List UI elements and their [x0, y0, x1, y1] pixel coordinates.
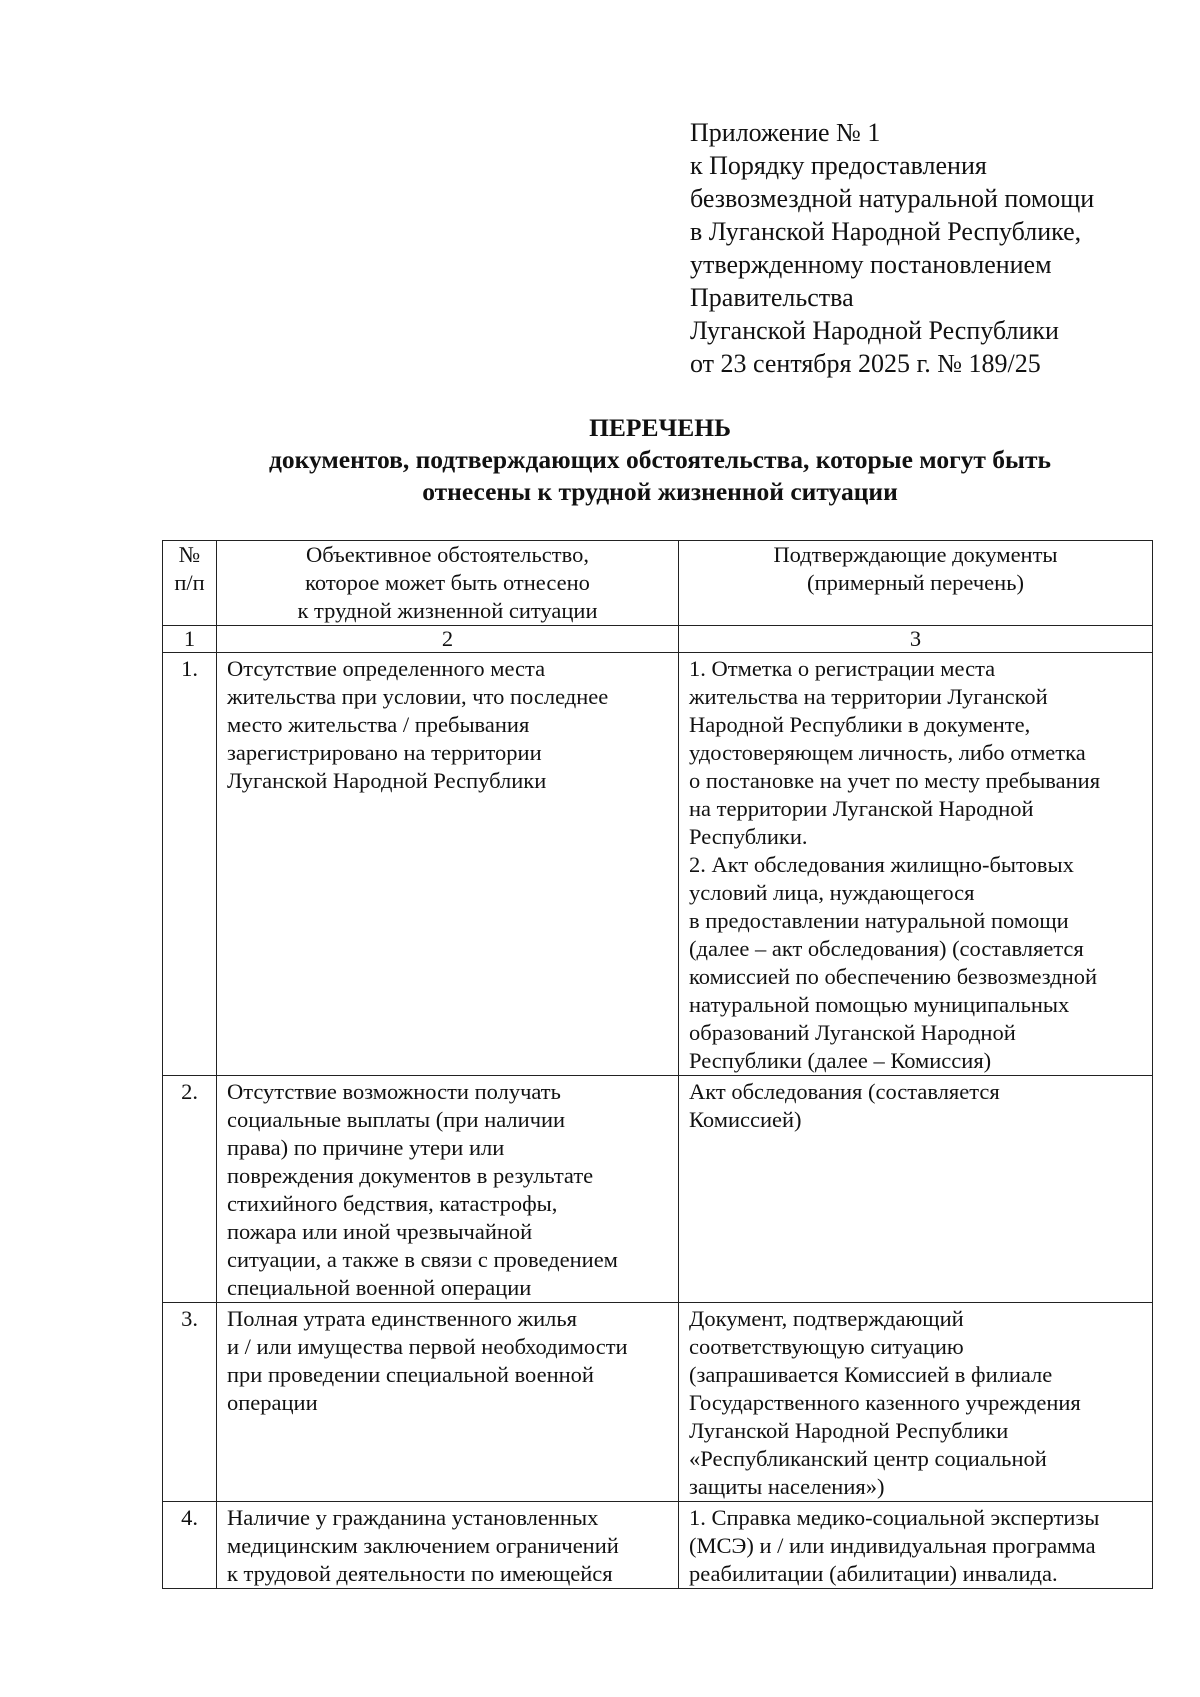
cell-line: ситуации, а также в связи с проведением — [227, 1247, 618, 1272]
header-circumstance — [217, 541, 679, 626]
circumstance-cell — [217, 653, 679, 1076]
cell-line: повреждения документов в результате — [227, 1163, 594, 1188]
cell-line: Полная утрата единственного жилья — [227, 1306, 577, 1331]
cell-line: специальной военной операции — [227, 1275, 532, 1300]
column-number: 3 — [679, 626, 1153, 653]
cell-line: 1. Отметка о регистрации места — [689, 656, 996, 681]
cell-line: (запрашивается Комиссией в филиале — [689, 1362, 1053, 1387]
title-subtitle-line: документов, подтверждающих обстоятельства, которые могут быть — [269, 445, 1051, 474]
cell-line: Комиссией) — [689, 1107, 802, 1132]
cell-line: и / или имущества первой необходимости — [227, 1334, 628, 1359]
cell-line: удостоверяющем личность, либо отметка — [689, 740, 1086, 765]
appendix-line: Луганской Народной Республики — [690, 316, 1059, 345]
document-title — [160, 412, 1160, 508]
cell-line: комиссией по обеспечению безвозмездной — [689, 964, 1098, 989]
cell-line: при проведении специальной военной — [227, 1362, 594, 1387]
cell-line: Отсутствие определенного места — [227, 656, 546, 681]
header-number — [163, 541, 217, 626]
cell-line: натуральной помощью муниципальных — [689, 992, 1070, 1017]
header-line: Подтверждающие документы — [773, 542, 1058, 567]
header-line: (примерный перечень) — [807, 570, 1024, 595]
appendix-line: утвержденному постановлением — [690, 250, 1052, 279]
appendix-line: Приложение № 1 — [690, 118, 881, 147]
cell-line: 1. Справка медико-социальной экспертизы — [689, 1505, 1100, 1530]
cell-line: образований Луганской Народной — [689, 1020, 1016, 1045]
cell-line: социальные выплаты (при наличии — [227, 1107, 566, 1132]
documents-cell — [679, 1303, 1153, 1502]
cell-line: условий лица, нуждающегося — [689, 880, 975, 905]
table-row — [163, 1502, 1153, 1589]
cell-line: (далее – акт обследования) (составляется — [689, 936, 1084, 961]
row-number: 1. — [163, 653, 217, 1076]
column-number: 1 — [163, 626, 217, 653]
cell-line: (МСЭ) и / или индивидуальная программа — [689, 1533, 1096, 1558]
cell-line: о постановке на учет по месту пребывания — [689, 768, 1101, 793]
cell-line: зарегистрировано на территории — [227, 740, 542, 765]
appendix-line: Правительства — [690, 283, 854, 312]
column-number: 2 — [217, 626, 679, 653]
table-header-row — [163, 541, 1153, 626]
cell-line: «Республиканский центр социальной — [689, 1446, 1047, 1471]
cell-line: соответствующую ситуацию — [689, 1334, 964, 1359]
cell-line: жительства на территории Луганской — [689, 684, 1048, 709]
title-heading: ПЕРЕЧЕНЬ — [589, 413, 731, 442]
appendix-line: безвозмездной натуральной помощи — [690, 184, 1095, 213]
documents-cell — [679, 653, 1153, 1076]
row-number: 2. — [163, 1076, 217, 1303]
cell-line: медицинским заключением ограничений — [227, 1533, 619, 1558]
cell-line: Государственного казенного учреждения — [689, 1390, 1081, 1415]
appendix-block — [690, 116, 1094, 380]
circumstance-cell — [217, 1076, 679, 1303]
cell-line: Акт обследования (составляется — [689, 1079, 1000, 1104]
cell-line: Народной Республики в документе, — [689, 712, 1031, 737]
cell-line: жительства при условии, что последнее — [227, 684, 609, 709]
table-row — [163, 1303, 1153, 1502]
cell-line: Луганской Народной Республики — [227, 768, 547, 793]
cell-line: Луганской Народной Республики — [689, 1418, 1009, 1443]
cell-line: Республики (далее – Комиссия) — [689, 1048, 992, 1073]
title-subtitle-line: отнесены к трудной жизненной ситуации — [422, 477, 898, 506]
column-number-row — [163, 626, 1153, 653]
row-number: 3. — [163, 1303, 217, 1502]
appendix-line: от 23 сентября 2025 г. № 189/25 — [690, 349, 1041, 378]
cell-line: пожара или иной чрезвычайной — [227, 1219, 533, 1244]
row-number: 4. — [163, 1502, 217, 1589]
table-row — [163, 653, 1153, 1076]
cell-line: место жительства / пребывания — [227, 712, 530, 737]
header-documents — [679, 541, 1153, 626]
cell-line: Республики. — [689, 824, 808, 849]
header-line: Объективное обстоятельство, — [306, 542, 589, 567]
documents-table — [162, 540, 1153, 1589]
appendix-line: к Порядку предоставления — [690, 151, 987, 180]
cell-line: Наличие у гражданина установленных — [227, 1505, 599, 1530]
header-line: п/п — [174, 570, 205, 595]
circumstance-cell — [217, 1502, 679, 1589]
cell-line: стихийного бедствия, катастрофы, — [227, 1191, 558, 1216]
cell-line: 2. Акт обследования жилищно-бытовых — [689, 852, 1074, 877]
circumstance-cell — [217, 1303, 679, 1502]
cell-line: права) по причине утери или — [227, 1135, 505, 1160]
cell-line: операции — [227, 1390, 318, 1415]
documents-cell — [679, 1502, 1153, 1589]
documents-cell — [679, 1076, 1153, 1303]
cell-line: реабилитации (абилитации) инвалида. — [689, 1561, 1058, 1586]
cell-line: Отсутствие возможности получать — [227, 1079, 561, 1104]
cell-line: на территории Луганской Народной — [689, 796, 1034, 821]
cell-line: в предоставлении натуральной помощи — [689, 908, 1069, 933]
cell-line: защиты населения») — [689, 1474, 885, 1499]
header-line: № — [178, 542, 201, 567]
cell-line: Документ, подтверждающий — [689, 1306, 964, 1331]
table-row — [163, 1076, 1153, 1303]
cell-line: к трудовой деятельности по имеющейся — [227, 1561, 613, 1586]
appendix-line: в Луганской Народной Республике, — [690, 217, 1082, 246]
header-line: к трудной жизненной ситуации — [297, 598, 598, 623]
header-line: которое может быть отнесено — [305, 570, 590, 595]
